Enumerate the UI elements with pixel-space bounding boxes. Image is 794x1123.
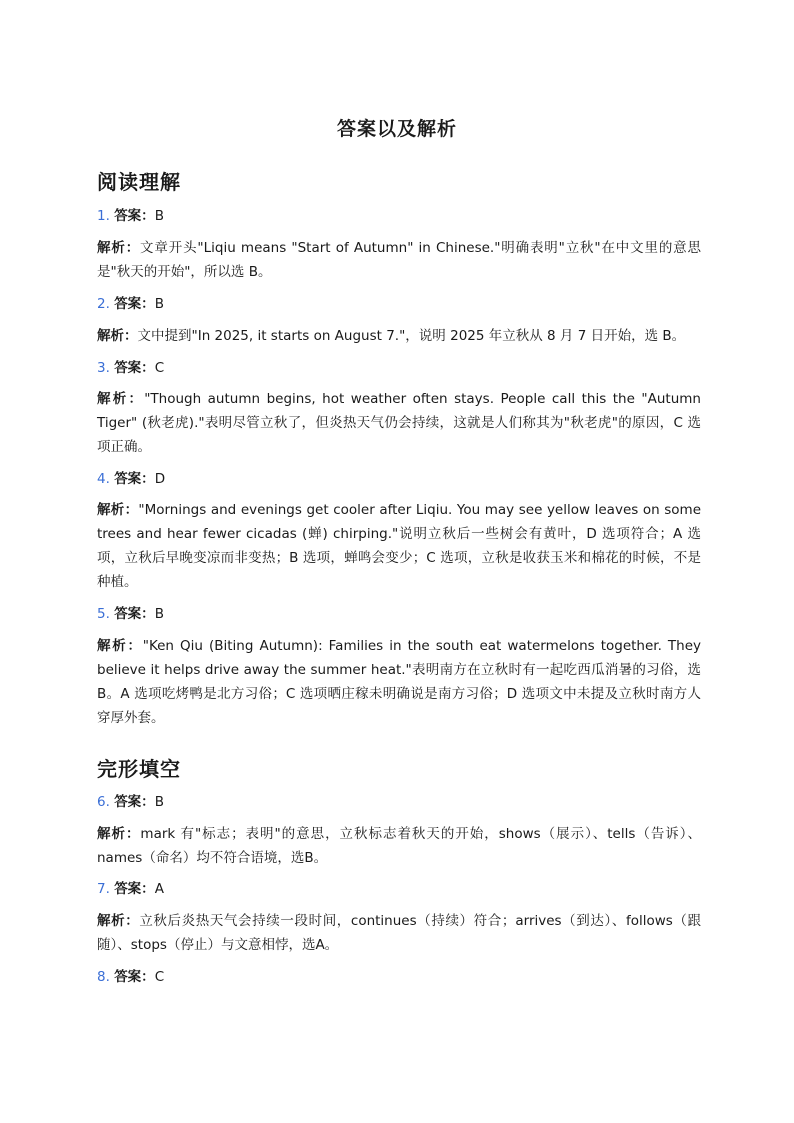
answer-label: 答案： (114, 360, 155, 376)
answer-value: B (154, 208, 164, 224)
section-heading-cloze: 完形填空 (97, 757, 181, 781)
section-heading-reading: 阅读理解 (97, 170, 181, 194)
question-number: 5. (97, 606, 110, 622)
answer-label: 答案： (114, 794, 155, 810)
analysis-4 (97, 498, 701, 594)
analysis-text: 文中提到"In 2025, it starts on August 7."，说明 2025 年立秋从 8 月 7 日开始，选 B。 (137, 328, 686, 344)
answer-line-1 (97, 207, 164, 225)
analysis-5 (97, 634, 701, 730)
answer-line-3 (97, 359, 164, 377)
answer-value: B (154, 606, 164, 622)
analysis-text: mark 有"标志；表明"的意思，立秋标志着秋天的开始，shows（展示）、tells（告诉）、names（命名）均不符合语境，选B。 (97, 826, 702, 866)
answer-line-8 (97, 968, 164, 986)
analysis-1 (97, 236, 701, 284)
question-number: 3. (97, 360, 110, 376)
analysis-label: 解析： (97, 328, 138, 344)
analysis-3 (97, 387, 701, 459)
analysis-text: "Though autumn begins, hot weather often stays. People call this the "Autumn Tiger" (秋老虎)."表明尽管立秋了，但炎热天气仍会持续，这就是人们称其为"秋老虎"的原因，C 选项正确。 (97, 391, 701, 455)
analysis-label: 解析： (97, 502, 139, 518)
answer-label: 答案： (114, 471, 155, 487)
answer-value: C (154, 360, 165, 376)
answer-value: C (154, 969, 165, 985)
answer-value: B (154, 794, 164, 810)
analysis-text: 文章开头"Liqiu means "Start of Autumn" in Chinese."明确表明"立秋"在中文里的意思是"秋天的开始"，所以选 B。 (97, 240, 702, 280)
answer-line-7 (97, 880, 164, 898)
answer-label: 答案： (114, 881, 155, 897)
answer-label: 答案： (114, 208, 155, 224)
page-title: 答案以及解析 (336, 118, 457, 140)
analysis-label: 解析： (97, 391, 145, 407)
question-number: 4. (97, 471, 110, 487)
answer-value: A (154, 881, 164, 897)
analysis-6 (97, 822, 701, 870)
question-number: 6. (97, 794, 110, 810)
answer-label: 答案： (114, 606, 155, 622)
answer-value: B (154, 296, 164, 312)
analysis-label: 解析： (97, 638, 143, 654)
answer-line-5 (97, 605, 164, 623)
analysis-7 (97, 909, 701, 957)
answer-line-6 (97, 793, 164, 811)
analysis-label: 解析： (97, 913, 140, 929)
analysis-label: 解析： (97, 240, 141, 256)
answer-line-2 (97, 295, 164, 313)
question-number: 7. (97, 881, 110, 897)
analysis-text: 立秋后炎热天气会持续一段时间，continues（持续）符合；arrives（到达）、follows（跟随）、stops（停止）与文意相悖，选A。 (97, 913, 702, 953)
question-number: 1. (97, 208, 110, 224)
answer-label: 答案： (114, 969, 155, 985)
analysis-2 (97, 324, 701, 348)
answer-label: 答案： (114, 296, 155, 312)
analysis-text: "Mornings and evenings get cooler after Liqiu. You may see yellow leaves on some trees and hear fewer cicadas (蝉) chirping."说明立秋后一些树会有黄叶，D 选项符合；A 选项，立秋后早晚变凉而非变热；B 选项，蝉鸣会变少；C 选项，立秋是收获玉米和棉花的时候，不是种植。 (97, 502, 702, 590)
question-number: 2. (97, 296, 110, 312)
analysis-label: 解析： (97, 826, 141, 842)
question-number: 8. (97, 969, 110, 985)
answer-line-4 (97, 470, 165, 488)
answer-value: D (154, 471, 166, 487)
analysis-text: "Ken Qiu (Biting Autumn): Families in the south eat watermelons together. They believe it helps drive away the summer heat."表明南方在立秋时有一起吃西瓜消暑的习俗，选 B。A 选项吃烤鸭是北方习俗；C 选项晒庄稼未明确说是南方习俗；D 选项文中未提及立秋时南方人穿厚外套。 (97, 638, 702, 726)
